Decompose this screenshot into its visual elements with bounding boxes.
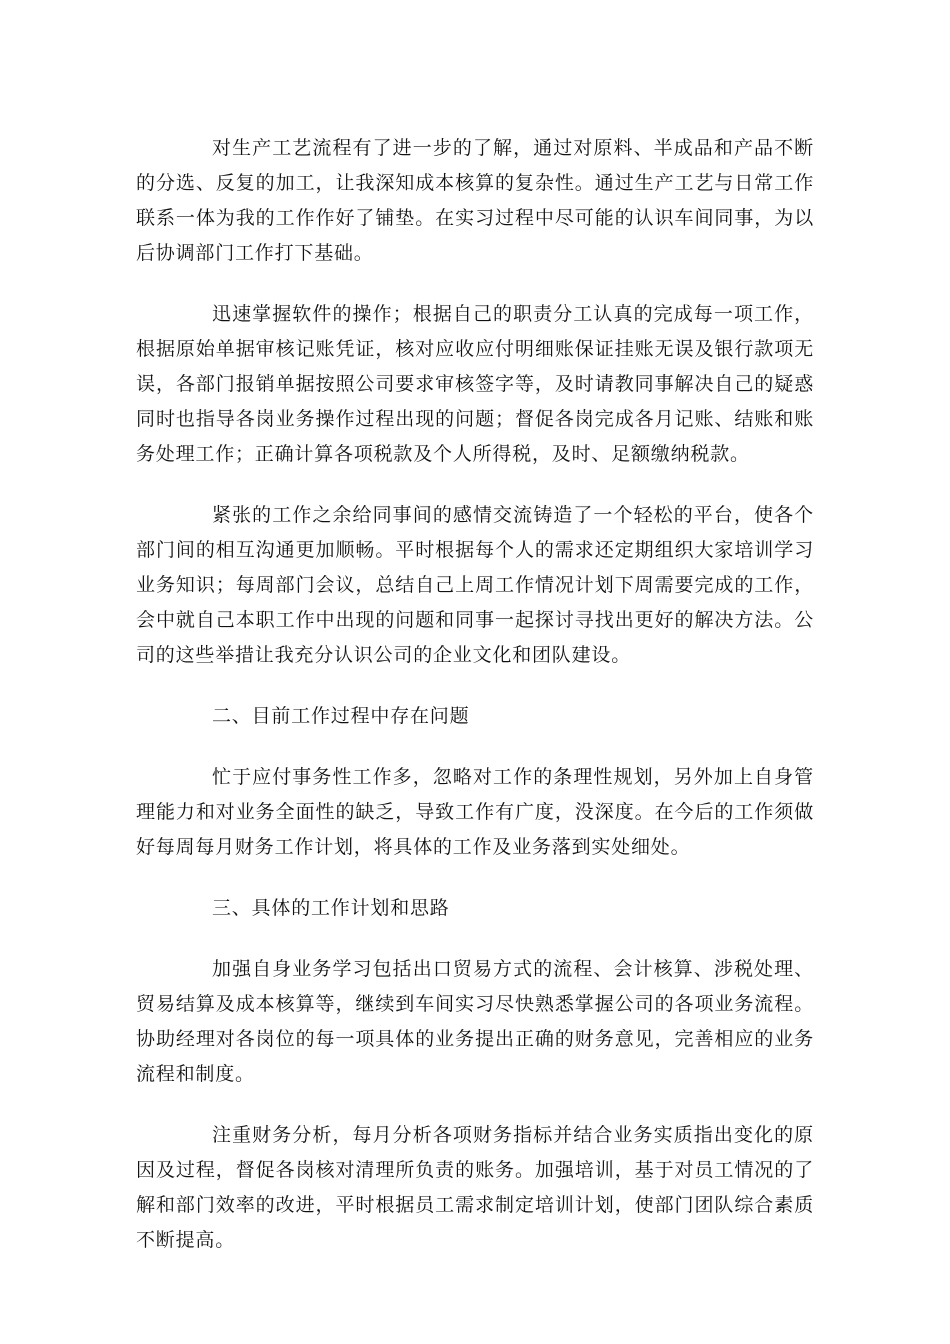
- paragraph-software-operation: 迅速掌握软件的操作；根据自己的职责分工认真的完成每一项工作，根据原始单据审核记账凭证，核对应收应付明细账保证挂账无误及银行款项无误，各部门报销单据按照公司要求审核签字等，及时请教同事解决自己的疑惑同时也指导各岗业务操作过程出现的问题；督促各岗完成各月记账、结账和账务处理工作；正确计算各项税款及个人所得税，及时、足额缴纳税款。: [136, 303, 814, 465]
- paragraph-current-problems: 忙于应付事务性工作多，忽略对工作的条理性规划，另外加上自身管理能力和对业务全面性的缺乏，导致工作有广度，没深度。在今后的工作须做好每周每月财务工作计划，将具体的工作及业务落到实处细处。: [136, 766, 814, 858]
- paragraph-team-communication: 紧张的工作之余给同事间的感情交流铸造了一个轻松的平台，使各个部门间的相互沟通更加顺畅。平时根据每个人的需求还定期组织大家培训学习业务知识；每周部门会议，总结自己上周工作情况计划下周需要完成的工作，会中就自己本职工作中出现的问题和同事一起探讨寻找出更好的解决方法。公司的这些举措让我充分认识公司的企业文化和团队建设。: [136, 504, 814, 666]
- paragraph-business-study: 加强自身业务学习包括出口贸易方式的流程、会计核算、涉税处理、贸易结算及成本核算等，继续到车间实习尽快熟悉掌握公司的各项业务流程。协助经理对各岗位的每一项具体的业务提出正确的财务意见，完善相应的业务流程和制度。: [136, 958, 814, 1085]
- section-heading-current-problems: 二、目前工作过程中存在问题: [212, 705, 470, 727]
- paragraph-financial-analysis: 注重财务分析，每月分析各项财务指标并结合业务实质指出变化的原因及过程，督促各岗核对清理所负责的账务。加强培训，基于对员工情况的了解和部门效率的改进，平时根据员工需求制定培训计划，使部门团队综合素质不断提高。: [136, 1124, 814, 1251]
- section-heading-work-plan: 三、具体的工作计划和思路: [212, 897, 450, 919]
- document-body: [136, 131, 814, 1284]
- paragraph-production-process: 对生产工艺流程有了进一步的了解，通过对原料、半成品和产品不断的分选、反复的加工，让我深知成本核算的复杂性。通过生产工艺与日常工作联系一体为我的工作作好了铺垫。在实习过程中尽可能的认识车间同事，为以后协调部门工作打下基础。: [136, 137, 814, 264]
